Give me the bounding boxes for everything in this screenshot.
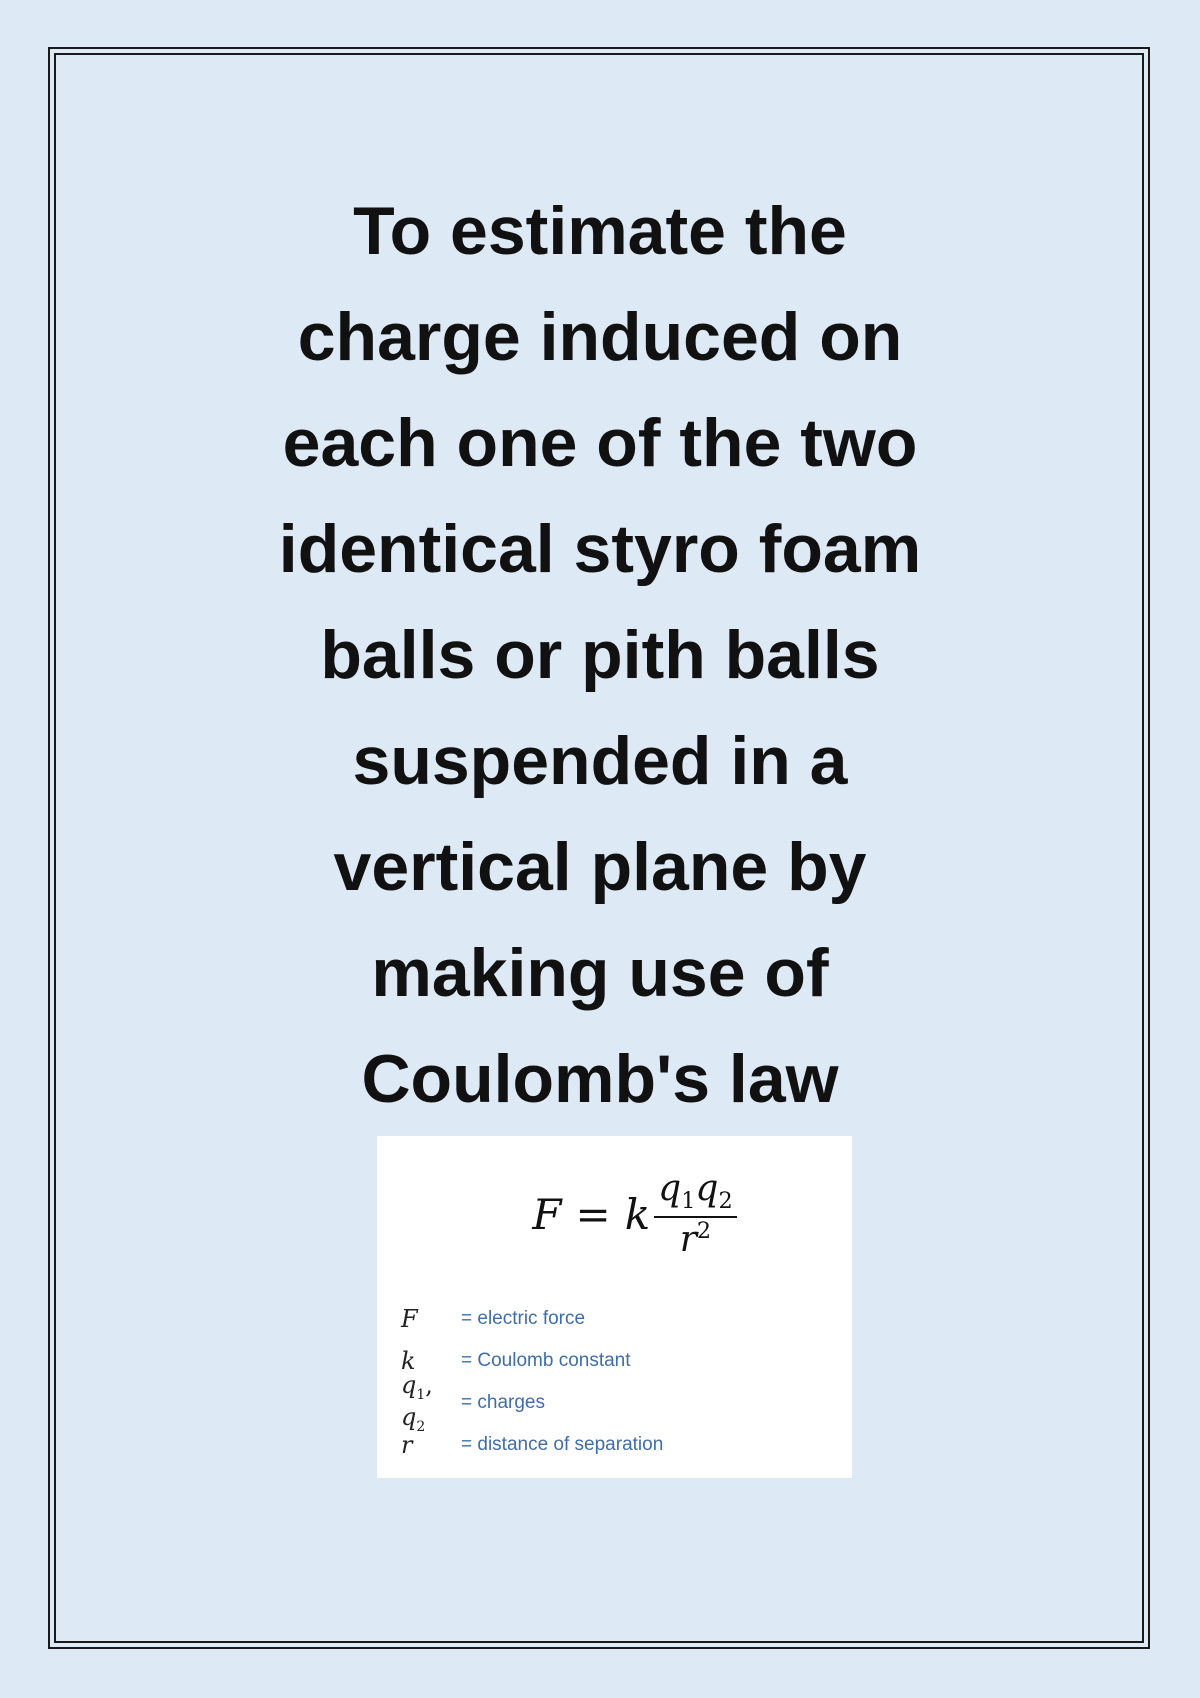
title-line: vertical plane by xyxy=(333,829,867,905)
eq-denominator xyxy=(680,1218,711,1259)
eq-numerator xyxy=(654,1170,737,1218)
title-line: identical styro foam xyxy=(278,511,922,587)
eq-q2-subscript: 2 xyxy=(718,1188,733,1215)
legend-symbol: F xyxy=(401,1305,418,1333)
eq-force-symbol: F xyxy=(532,1189,562,1239)
title-line: balls or pith balls xyxy=(320,617,880,693)
legend-description: = distance of separation xyxy=(461,1434,664,1455)
eq-q1-symbol: q xyxy=(658,1168,682,1209)
legend-symbol: k xyxy=(401,1347,416,1375)
legend-q2-subscript: 2 xyxy=(416,1418,426,1435)
legend-item xyxy=(401,1424,831,1466)
legend-symbol-charges xyxy=(401,1371,461,1435)
legend-description: = Coulomb constant xyxy=(461,1350,631,1371)
legend-q2-symbol: q xyxy=(401,1403,417,1431)
eq-q1-subscript: 1 xyxy=(681,1188,696,1215)
eq-r-symbol: r xyxy=(679,1218,697,1260)
eq-r-exponent: 2 xyxy=(696,1217,712,1244)
title-line: suspended in a xyxy=(352,723,848,799)
legend-symbol: r xyxy=(401,1431,413,1459)
coulomb-formula-card xyxy=(377,1136,852,1478)
legend-item xyxy=(401,1371,831,1435)
page-title xyxy=(200,178,1000,1132)
title-line: making use of xyxy=(371,935,829,1011)
coulomb-equation xyxy=(377,1170,852,1270)
legend-item xyxy=(401,1340,831,1382)
eq-fraction xyxy=(654,1170,737,1258)
formula-legend xyxy=(401,1298,831,1466)
eq-constant-symbol: k xyxy=(624,1189,651,1239)
legend-description: = electric force xyxy=(461,1308,586,1329)
legend-description: = charges xyxy=(461,1392,545,1413)
eq-q2-symbol: q xyxy=(695,1168,719,1209)
legend-q1-subscript: 1 xyxy=(416,1387,426,1403)
title-line: To estimate the xyxy=(353,193,847,269)
title-line: each one of the two xyxy=(282,405,918,481)
title-line: charge induced on xyxy=(297,299,903,375)
legend-separator: , xyxy=(425,1371,433,1400)
legend-q1-symbol: q xyxy=(401,1371,417,1400)
title-line: Coulomb's law xyxy=(361,1041,839,1117)
eq-equals-sign: = xyxy=(575,1189,611,1239)
legend-item xyxy=(401,1298,831,1340)
